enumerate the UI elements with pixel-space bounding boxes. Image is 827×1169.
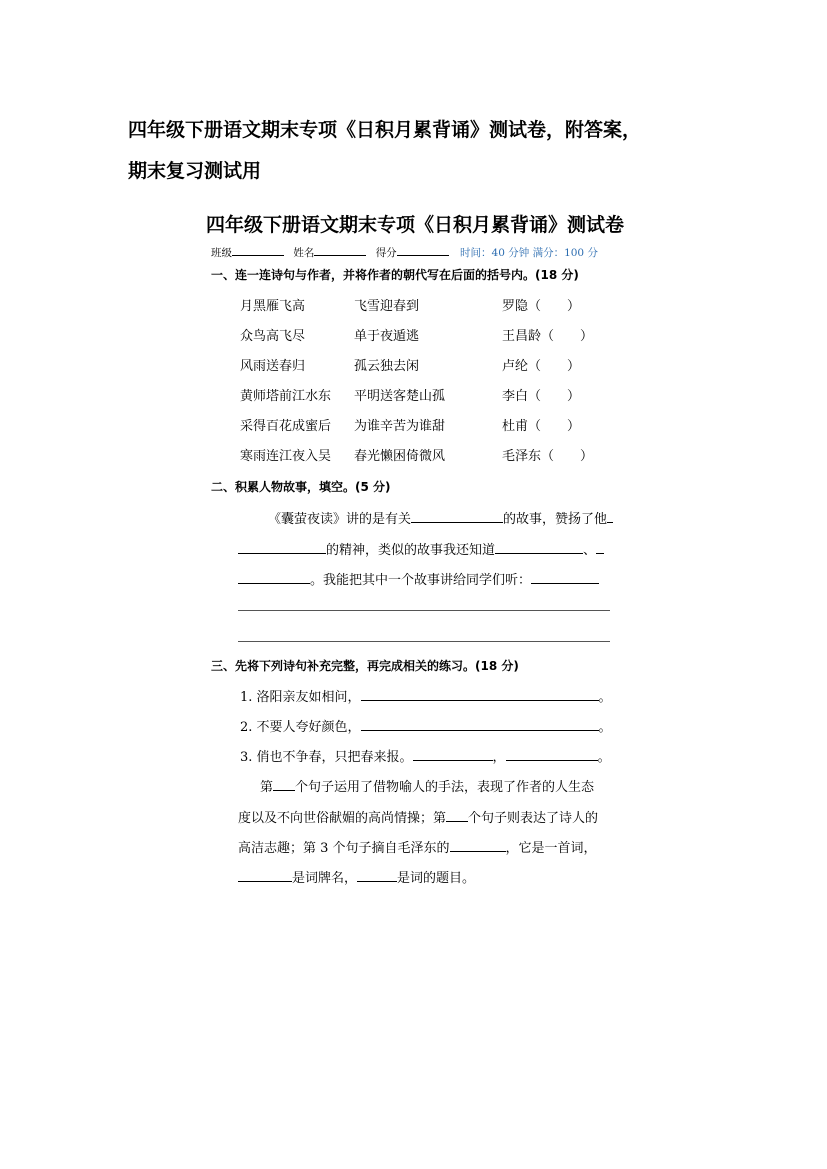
fill-blank bbox=[238, 870, 292, 882]
exercise-text: ，它是一首词， bbox=[505, 841, 597, 856]
exercise-line-2 bbox=[238, 807, 598, 826]
story-text: 的精神，类似的故事我还知道 bbox=[326, 543, 496, 558]
story-text: 。我能把其中一个故事讲给同学们听： bbox=[310, 573, 532, 588]
exercise-text: 个句子则表达了诗人的 bbox=[468, 811, 599, 826]
exercise-line-4 bbox=[238, 867, 475, 886]
punctuation: 。 bbox=[597, 750, 611, 765]
exercise-text: 是词牌名， bbox=[292, 871, 358, 886]
document-title-line-2: 期末复习测试用 bbox=[128, 160, 262, 182]
author-blank: 王昌龄（ ） bbox=[502, 329, 594, 344]
document-title-line-1: 四年级下册语文期末专项《日积月累背诵》测试卷，附答案， bbox=[128, 119, 642, 141]
fill-blank bbox=[607, 511, 613, 523]
story-line-3 bbox=[238, 569, 599, 588]
exercise-line-3 bbox=[238, 837, 597, 856]
question-1 bbox=[240, 686, 612, 705]
poem-row bbox=[240, 385, 620, 405]
poem-line-b: 单于夜遁逃 bbox=[354, 329, 420, 344]
story-text: 、 bbox=[583, 543, 597, 558]
poem-line-a: 寒雨连江夜入吴 bbox=[240, 449, 332, 464]
fill-blank bbox=[238, 572, 310, 584]
poem-line-a: 众鸟高飞尽 bbox=[240, 329, 306, 344]
student-info-row bbox=[211, 245, 598, 260]
section-2-heading: 二、积累人物故事，填空。(5 分) bbox=[211, 480, 391, 494]
fill-blank bbox=[273, 779, 295, 791]
question-2 bbox=[240, 716, 612, 735]
fill-blank bbox=[413, 749, 493, 761]
time-score-meta: 时间：40 分钟 满分：100 分 bbox=[460, 247, 598, 259]
poem-row bbox=[240, 325, 620, 345]
fill-blank bbox=[361, 719, 599, 731]
author-blank: 杜甫（ ） bbox=[502, 419, 581, 434]
poem-line-a: 风雨送春归 bbox=[240, 359, 306, 374]
poem-row bbox=[240, 355, 620, 375]
class-label: 班级 bbox=[211, 247, 232, 259]
answer-line bbox=[238, 610, 610, 611]
name-blank bbox=[314, 245, 366, 256]
question-text: 2. 不要人夸好颜色， bbox=[240, 720, 361, 735]
exercise-text: 度以及不向世俗献媚的高尚情操；第 bbox=[238, 811, 447, 826]
score-label: 得分 bbox=[375, 247, 397, 259]
sheet-title: 四年级下册语文期末专项《日积月累背诵》测试卷 bbox=[205, 214, 624, 236]
poem-line-a: 月黑雁飞高 bbox=[240, 299, 306, 314]
exercise-text: 高洁志趣；第 3 个句子摘自毛泽东的 bbox=[238, 841, 450, 856]
question-3 bbox=[240, 746, 611, 765]
punctuation: 。 bbox=[598, 720, 612, 735]
story-line-1 bbox=[268, 508, 613, 527]
score-blank bbox=[397, 245, 449, 256]
name-label: 姓名 bbox=[293, 247, 315, 259]
poem-line-b: 春光懒困倚微风 bbox=[354, 449, 446, 464]
author-blank: 毛泽东（ ） bbox=[502, 449, 594, 464]
test-sheet-image bbox=[205, 210, 625, 890]
exercise-text: 第 bbox=[260, 780, 274, 795]
fill-blank bbox=[495, 542, 583, 554]
fill-blank bbox=[506, 749, 598, 761]
punctuation: 。 bbox=[598, 690, 612, 705]
fill-blank bbox=[411, 511, 503, 523]
poem-row bbox=[240, 445, 620, 465]
fill-blank bbox=[450, 840, 506, 852]
poem-line-b: 飞雪迎春到 bbox=[354, 299, 420, 314]
poem-line-b: 孤云独去闲 bbox=[354, 359, 420, 374]
exercise-line-1 bbox=[260, 776, 594, 795]
poem-row bbox=[240, 295, 620, 315]
exercise-text: 是词的题目。 bbox=[397, 871, 476, 886]
question-text: 1. 洛阳亲友如相问， bbox=[240, 690, 361, 705]
punctuation: ， bbox=[492, 750, 506, 765]
author-blank: 罗隐（ ） bbox=[502, 299, 581, 314]
document-title bbox=[128, 110, 728, 192]
poem-line-a: 黄师塔前江水东 bbox=[240, 389, 332, 404]
exercise-text: 个句子运用了借物喻人的手法，表现了作者的人生态 bbox=[295, 780, 595, 795]
story-line-2 bbox=[238, 539, 604, 558]
poem-row bbox=[240, 415, 620, 435]
fill-blank bbox=[596, 542, 604, 554]
fill-blank bbox=[446, 810, 468, 822]
class-blank bbox=[232, 245, 284, 256]
poem-line-a: 采得百花成蜜后 bbox=[240, 419, 332, 434]
answer-line bbox=[238, 641, 610, 642]
author-blank: 李白（ ） bbox=[502, 389, 581, 404]
section-1-heading: 一、连一连诗句与作者，并将作者的朝代写在后面的括号内。(18 分) bbox=[211, 268, 579, 282]
question-text: 3. 俏也不争春，只把春来报。 bbox=[240, 750, 413, 765]
story-text: 的故事，赞扬了他 bbox=[503, 512, 608, 527]
author-blank: 卢纶（ ） bbox=[502, 359, 581, 374]
fill-blank bbox=[531, 572, 599, 584]
section-3-heading: 三、先将下列诗句补充完整，再完成相关的练习。(18 分) bbox=[211, 659, 519, 673]
poem-line-b: 平明送客楚山孤 bbox=[354, 389, 446, 404]
fill-blank bbox=[238, 542, 326, 554]
fill-blank bbox=[361, 689, 599, 701]
story-text: 《囊萤夜读》讲的是有关 bbox=[268, 512, 412, 527]
poem-line-b: 为谁辛苦为谁甜 bbox=[354, 419, 446, 434]
fill-blank bbox=[357, 870, 397, 882]
